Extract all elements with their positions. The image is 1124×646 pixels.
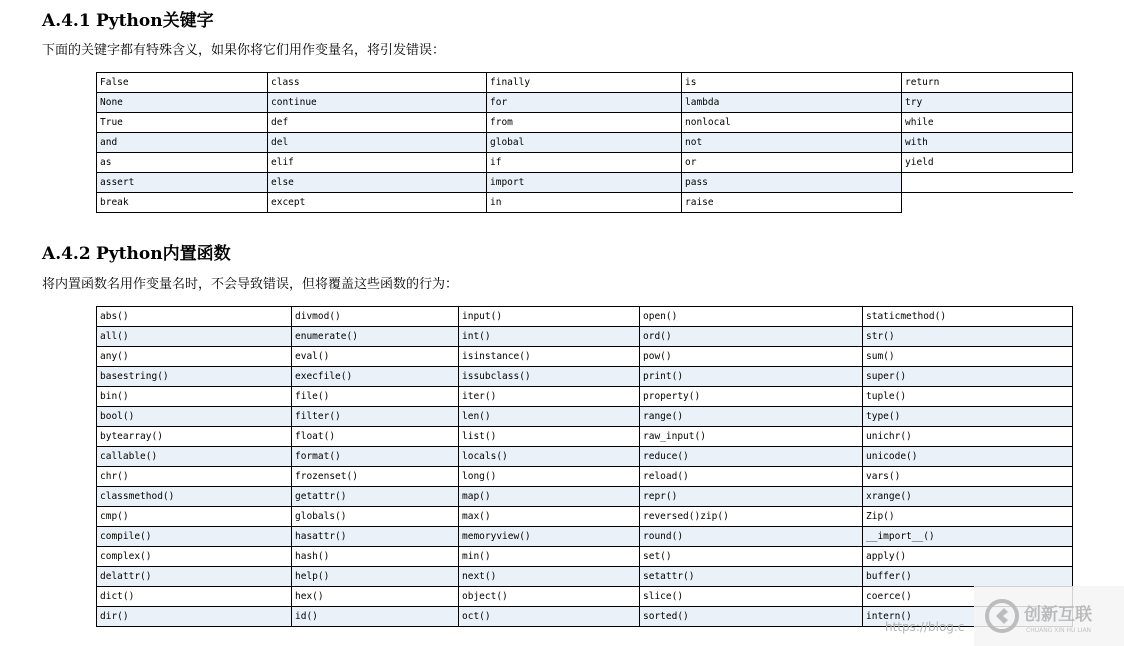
table-cell: apply() [863, 547, 1073, 567]
section-number: A.4.2 [42, 244, 91, 264]
table-cell: lambda [682, 93, 902, 113]
table-cell: del [268, 133, 487, 153]
table-cell: long() [459, 467, 640, 487]
table-cell: __import__() [863, 527, 1073, 547]
table-cell: from [487, 113, 682, 133]
table-cell: def [268, 113, 487, 133]
table-cell: len() [459, 407, 640, 427]
table-cell: slice() [640, 587, 863, 607]
table-cell: repr() [640, 487, 863, 507]
table-cell: yield [902, 153, 1073, 173]
table-cell: class [268, 73, 487, 93]
table-row [97, 407, 1073, 427]
table-row [97, 93, 1073, 113]
table-cell: if [487, 153, 682, 173]
table-cell: issubclass() [459, 367, 640, 387]
table-cell: int() [459, 327, 640, 347]
table-cell: dict() [97, 587, 292, 607]
table-cell: open() [640, 307, 863, 327]
table-cell: reversed()zip() [640, 507, 863, 527]
table-cell: getattr() [292, 487, 459, 507]
table-cell: staticmethod() [863, 307, 1073, 327]
table-cell: for [487, 93, 682, 113]
watermark-brand: 创新互联 [1024, 605, 1092, 625]
table-cell: Zip() [863, 507, 1073, 527]
table-cell: file() [292, 387, 459, 407]
table-cell: oct() [459, 607, 640, 627]
table-cell: divmod() [292, 307, 459, 327]
watermark-brand-sub: CHUANG XIN HU LIAN [1026, 627, 1092, 634]
table-cell: locals() [459, 447, 640, 467]
table-cell: abs() [97, 307, 292, 327]
table-cell: False [97, 73, 268, 93]
table-cell: elif [268, 153, 487, 173]
table-cell: hex() [292, 587, 459, 607]
table-row [97, 387, 1073, 407]
table-row [97, 527, 1073, 547]
table-cell: global [487, 133, 682, 153]
table-row [97, 547, 1073, 567]
table-cell: break [97, 193, 268, 213]
table-cell: basestring() [97, 367, 292, 387]
table-cell: map() [459, 487, 640, 507]
table-cell: input() [459, 307, 640, 327]
table-cell: str() [863, 327, 1073, 347]
watermark-url: https://blog.c [885, 620, 965, 634]
table-cell: max() [459, 507, 640, 527]
table-cell: assert [97, 173, 268, 193]
table-cell: tuple() [863, 387, 1073, 407]
table-row [97, 133, 1073, 153]
section-intro-builtins: 将内置函数名用作变量名时，不会导致错误，但将覆盖这些函数的行为： [42, 277, 459, 292]
table-cell: delattr() [97, 567, 292, 587]
table-cell: xrange() [863, 487, 1073, 507]
table-cell: else [268, 173, 487, 193]
table-cell: import [487, 173, 682, 193]
table-cell: or [682, 153, 902, 173]
table-row [97, 307, 1073, 327]
table-cell: type() [863, 407, 1073, 427]
builtins-table [96, 306, 1073, 627]
table-cell: eval() [292, 347, 459, 367]
table-cell: raise [682, 193, 902, 213]
table-row [97, 173, 1073, 193]
table-cell: None [97, 93, 268, 113]
table-cell: execfile() [292, 367, 459, 387]
table-cell: complex() [97, 547, 292, 567]
table-cell: all() [97, 327, 292, 347]
table-cell: sum() [863, 347, 1073, 367]
table-row [97, 367, 1073, 387]
table-cell: raw_input() [640, 427, 863, 447]
table-cell: filter() [292, 407, 459, 427]
table-cell: intern() [863, 607, 1073, 627]
table-cell: bin() [97, 387, 292, 407]
table-cell: not [682, 133, 902, 153]
empty-cell [902, 173, 1073, 193]
table-cell: set() [640, 547, 863, 567]
table-cell: hasattr() [292, 527, 459, 547]
table-cell: as [97, 153, 268, 173]
table-cell: enumerate() [292, 327, 459, 347]
table-cell: globals() [292, 507, 459, 527]
table-cell: nonlocal [682, 113, 902, 133]
table-cell: min() [459, 547, 640, 567]
table-cell: property() [640, 387, 863, 407]
table-cell: dir() [97, 607, 292, 627]
table-row [97, 427, 1073, 447]
section-title: Python关键字 [96, 11, 214, 31]
table-cell: memoryview() [459, 527, 640, 547]
table-row [97, 587, 1073, 607]
table-cell: float() [292, 427, 459, 447]
table-cell: frozenset() [292, 467, 459, 487]
table-cell: round() [640, 527, 863, 547]
section-title: Python内置函数 [96, 244, 231, 264]
table-cell: True [97, 113, 268, 133]
table-cell: list() [459, 427, 640, 447]
table-cell: super() [863, 367, 1073, 387]
table-cell: unichr() [863, 427, 1073, 447]
watermark-logo [974, 586, 1124, 646]
table-cell: pass [682, 173, 902, 193]
table-cell: is [682, 73, 902, 93]
keywords-table [96, 72, 1073, 213]
table-row [97, 327, 1073, 347]
table-cell: id() [292, 607, 459, 627]
table-cell: in [487, 193, 682, 213]
table-cell: ord() [640, 327, 863, 347]
empty-cell [902, 193, 1073, 213]
table-cell: compile() [97, 527, 292, 547]
table-cell: vars() [863, 467, 1073, 487]
table-cell: iter() [459, 387, 640, 407]
table-cell: and [97, 133, 268, 153]
table-cell: bytearray() [97, 427, 292, 447]
table-cell: object() [459, 587, 640, 607]
table-cell: setattr() [640, 567, 863, 587]
table-cell: reduce() [640, 447, 863, 467]
table-cell: next() [459, 567, 640, 587]
table-cell: buffer() [863, 567, 1073, 587]
section-heading-builtins [42, 239, 231, 264]
table-row [97, 153, 1073, 173]
table-cell: print() [640, 367, 863, 387]
table-row [97, 447, 1073, 467]
section-heading-keywords [42, 6, 214, 31]
table-cell: coerce() [863, 587, 1073, 607]
table-cell: bool() [97, 407, 292, 427]
section-intro-keywords: 下面的关键字都有特殊含义，如果你将它们用作变量名，将引发错误： [42, 43, 446, 58]
table-row [97, 113, 1073, 133]
table-cell: chr() [97, 467, 292, 487]
table-cell: cmp() [97, 507, 292, 527]
table-row [97, 467, 1073, 487]
table-cell: continue [268, 93, 487, 113]
table-cell: return [902, 73, 1073, 93]
table-cell: hash() [292, 547, 459, 567]
table-cell: range() [640, 407, 863, 427]
table-cell: with [902, 133, 1073, 153]
table-cell: try [902, 93, 1073, 113]
table-row [97, 567, 1073, 587]
table-cell: help() [292, 567, 459, 587]
table-cell: classmethod() [97, 487, 292, 507]
table-row [97, 193, 1073, 213]
table-row [97, 507, 1073, 527]
table-cell: except [268, 193, 487, 213]
table-cell: reload() [640, 467, 863, 487]
table-cell: while [902, 113, 1073, 133]
section-number: A.4.1 [42, 11, 91, 31]
table-row [97, 73, 1073, 93]
table-cell: sorted() [640, 607, 863, 627]
table-cell: pow() [640, 347, 863, 367]
table-row [97, 487, 1073, 507]
table-cell: any() [97, 347, 292, 367]
table-cell: unicode() [863, 447, 1073, 467]
table-cell: callable() [97, 447, 292, 467]
table-row [97, 347, 1073, 367]
table-cell: format() [292, 447, 459, 467]
table-cell: isinstance() [459, 347, 640, 367]
table-cell: finally [487, 73, 682, 93]
